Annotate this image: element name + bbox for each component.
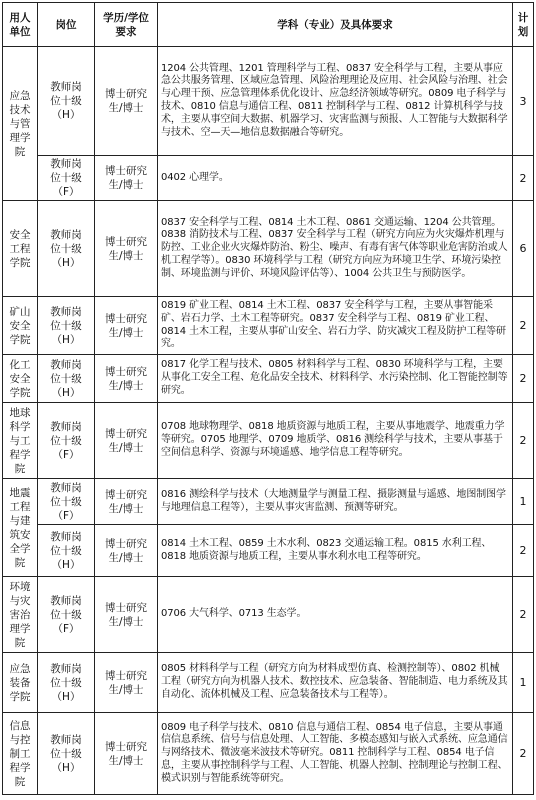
post-cell: 教师岗 位十级 （H） [38, 47, 95, 156]
table-row [3, 156, 534, 201]
requirements-cell: 0814 土木工程、0859 土木水利、0823 交通运输工程。0815 水利工程、0818 地质资源与地质工程，主要从事水利水电工程等研究。 [158, 525, 513, 577]
count-cell: 1 [513, 653, 534, 713]
unit-cell: 矿山 安全 学院 [3, 297, 38, 355]
post-cell: 教师岗 位十级 （F） [38, 403, 95, 479]
count-cell: 2 [513, 355, 534, 403]
post-cell: 教师岗 位十级 （H） [38, 653, 95, 713]
table-row [3, 479, 534, 525]
post-cell: 教师岗 位十级 （F） [38, 479, 95, 525]
header-post: 岗位 [38, 3, 95, 47]
table-row [3, 355, 534, 403]
post-cell: 教师岗 位十级 （H） [38, 355, 95, 403]
degree-cell: 博士研究 生/博士 [95, 297, 158, 355]
count-cell: 2 [513, 156, 534, 201]
post-cell: 教师岗 位十级 （H） [38, 201, 95, 297]
requirements-cell: 0809 电子科学与技术、0810 信息与通信工程、0854 电子信息，主要从事通信信息系统、信号与信息处理、人工智能、多模态感知与嵌入式系统、应急通信与网络技术、微波毫米波技术等研究。0811 控制科学与工程、0854 电子信息，主要从事控制科学与工程、人工智能、机器人控制、控制理论与控制工程、模式识别与智能系统等研究。 [158, 713, 513, 795]
post-cell: 教师岗 位十级 （H） [38, 525, 95, 577]
unit-cell: 信息 与控 制工 程学 院 [3, 713, 38, 795]
count-cell: 6 [513, 201, 534, 297]
degree-cell: 博士研究 生/博士 [95, 355, 158, 403]
post-cell: 教师岗 位十级 （F） [38, 156, 95, 201]
header-unit: 用人 单位 [3, 3, 38, 47]
table-row [3, 201, 534, 297]
header-requirements: 学科（专业）及具体要求 [158, 3, 513, 47]
requirements-cell: 0402 心理学。 [158, 156, 513, 201]
count-cell: 1 [513, 479, 534, 525]
requirements-cell: 0708 地球物理学、0818 地质资源与地质工程，主要从事地震学、地震重力学等研究。0705 地理学、0709 地质学、0816 测绘科学与技术，主要从事基于空间信息科学、资源与环境遥感、地学信息工程等研究。 [158, 403, 513, 479]
count-cell: 2 [513, 577, 534, 653]
unit-cell: 地震 工程 与建 筑安 全学 院 [3, 479, 38, 577]
degree-cell: 博士研究 生/博士 [95, 479, 158, 525]
table-row [3, 577, 534, 653]
degree-cell: 博士研究 生/博士 [95, 653, 158, 713]
degree-cell: 博士研究 生/博士 [95, 156, 158, 201]
header-degree: 学历/学位 要求 [95, 3, 158, 47]
unit-cell: 化工 安全 学院 [3, 355, 38, 403]
unit-cell: 地球 科学 与工 程学 院 [3, 403, 38, 479]
count-cell: 2 [513, 713, 534, 795]
requirements-cell: 0837 安全科学与工程、0814 土木工程、0861 交通运输、1204 公共管理。0838 消防技术与工程、0837 安全科学与工程（研究方向应为火灾爆炸机理与防控、工业企业火灾爆炸防治、粉尘、噪声、有毒有害气体等职业危害防治或人机工程学等）。0830 环境科学与工程（研究方向应为环境卫生学、环境污染控制、环境监测与评价、环境风险评估等）、1004 公共卫生与预防医学。 [158, 201, 513, 297]
requirements-cell: 0817 化学工程与技术、0805 材料科学与工程、0830 环境科学与工程，主要从事化工安全工程、危化品安全技术、材料科学、水污染控制、化工智能控制等研究。 [158, 355, 513, 403]
requirements-cell: 0819 矿业工程、0814 土木工程、0837 安全科学与工程，主要从事智能采矿、岩石力学、土木工程等研究。0837 安全科学与工程、0819 矿业工程、0814 土木工程，主要从事矿山安全、岩石力学、防灾减灾工程及防护工程等研究。 [158, 297, 513, 355]
post-cell: 教师岗 位十级 （H） [38, 713, 95, 795]
requirements-cell: 0805 材料科学与工程（研究方向为材料成型仿真、检测控制等）、0802 机械工程（研究方向为机器人技术、数控技术、应急装备、智能制造、电力系统及其自动化、流体机械及工程、应急装备技术与工程等）。 [158, 653, 513, 713]
degree-cell: 博士研究 生/博士 [95, 525, 158, 577]
requirements-cell: 1204 公共管理、1201 管理科学与工程、0837 安全科学与工程，主要从事应急公共服务管理、区域应急管理、风险治理理论及应用、社会风险与治理、社会与心理干预、应急管理体系优化设计、应急经济领域等研究。0809 电子科学与技术、0810 信息与通信工程、0811 控制科学与工程、0812 计算机科学与技术，主要从事空间大数据、机器学习、灾害监测与预报、人工智能与大数据科学与技术、空—天—地信息数据融合等研究。 [158, 47, 513, 156]
header-row [3, 3, 534, 47]
count-cell: 2 [513, 297, 534, 355]
degree-cell: 博士研究 生/博士 [95, 403, 158, 479]
count-cell: 2 [513, 525, 534, 577]
requirements-cell: 0706 大气科学、0713 生态学。 [158, 577, 513, 653]
table-row [3, 525, 534, 577]
table-row [3, 297, 534, 355]
degree-cell: 博士研究 生/博士 [95, 577, 158, 653]
table-row [3, 653, 534, 713]
unit-cell: 环境 与灾 害治 理学 院 [3, 577, 38, 653]
post-cell: 教师岗 位十级 （F） [38, 577, 95, 653]
requirements-cell: 0816 测绘科学与技术（大地测量学与测量工程、摄影测量与遥感、地图制图学与地理信息工程等），主要从事灾害监测、预测等研究。 [158, 479, 513, 525]
count-cell: 3 [513, 47, 534, 156]
unit-cell: 安全 工程 学院 [3, 201, 38, 297]
count-cell: 2 [513, 403, 534, 479]
post-cell: 教师岗 位十级 （H） [38, 297, 95, 355]
table-row [3, 47, 534, 156]
degree-cell: 博士研究 生/博士 [95, 47, 158, 156]
degree-cell: 博士研究 生/博士 [95, 713, 158, 795]
table-row [3, 403, 534, 479]
degree-cell: 博士研究 生/博士 [95, 201, 158, 297]
recruitment-table-page [2, 2, 534, 795]
table-row [3, 713, 534, 795]
header-count: 计 划 [513, 3, 534, 47]
unit-cell: 应急 技术 与管 理学 院 [3, 47, 38, 201]
unit-cell: 应急 装备 学院 [3, 653, 38, 713]
recruitment-table [2, 2, 534, 795]
